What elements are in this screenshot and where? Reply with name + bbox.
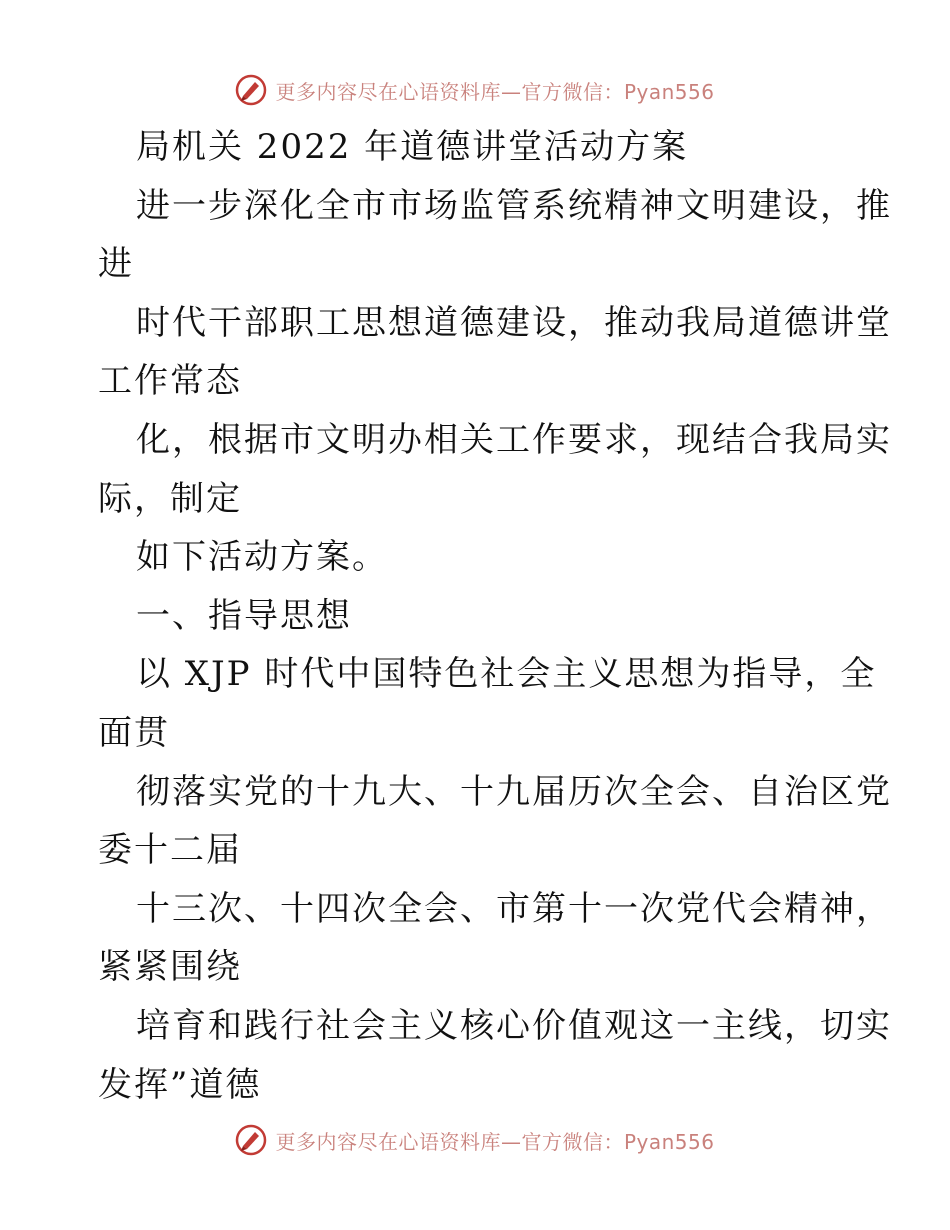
document-body (98, 118, 892, 1114)
paragraph-line: 以 XJP 时代中国特色社会主义思想为指导，全 (136, 654, 877, 695)
pen-logo-icon (235, 1124, 267, 1156)
header-watermark (0, 70, 950, 110)
paragraph-line: 彻落实党的十九大、十九届历次全会、自治区党 (136, 771, 892, 812)
paragraph-line: 面贯 (98, 712, 170, 753)
paragraph-line: 工作常态 (98, 361, 242, 402)
document-title: 局机关 2022 年道德讲堂活动方案 (136, 127, 689, 167)
paragraph-line: 委十二届 (98, 830, 242, 871)
pen-logo-icon (235, 74, 267, 106)
paragraph-line: 紧紧围绕 (98, 947, 242, 988)
paragraph-line: 培育和践行社会主义核心价值观这一主线，切实 (136, 1005, 892, 1046)
paragraph-line: 际，制定 (98, 478, 242, 519)
paragraph-line: 如下活动方案。 (136, 537, 388, 578)
watermark-text: 更多内容尽在心语资料库—官方微信：Pyan556 (275, 1129, 715, 1154)
watermark-text: 更多内容尽在心语资料库—官方微信：Pyan556 (275, 79, 715, 104)
paragraph-line: 时代干部职工思想道德建设，推动我局道德讲堂 (136, 302, 892, 343)
paragraph-line: 发挥”道德 (98, 1064, 262, 1105)
paragraph-line: 进 (98, 244, 134, 285)
paragraph-line: 进一步深化全市市场监管系统精神文明建设，推 (136, 185, 892, 226)
paragraph-line: 十三次、十四次全会、市第十一次党代会精神， (136, 888, 892, 929)
section-heading: 一、指导思想 (136, 595, 352, 636)
footer-watermark (0, 1120, 950, 1160)
paragraph-line: 化，根据市文明办相关工作要求，现结合我局实 (136, 419, 892, 460)
